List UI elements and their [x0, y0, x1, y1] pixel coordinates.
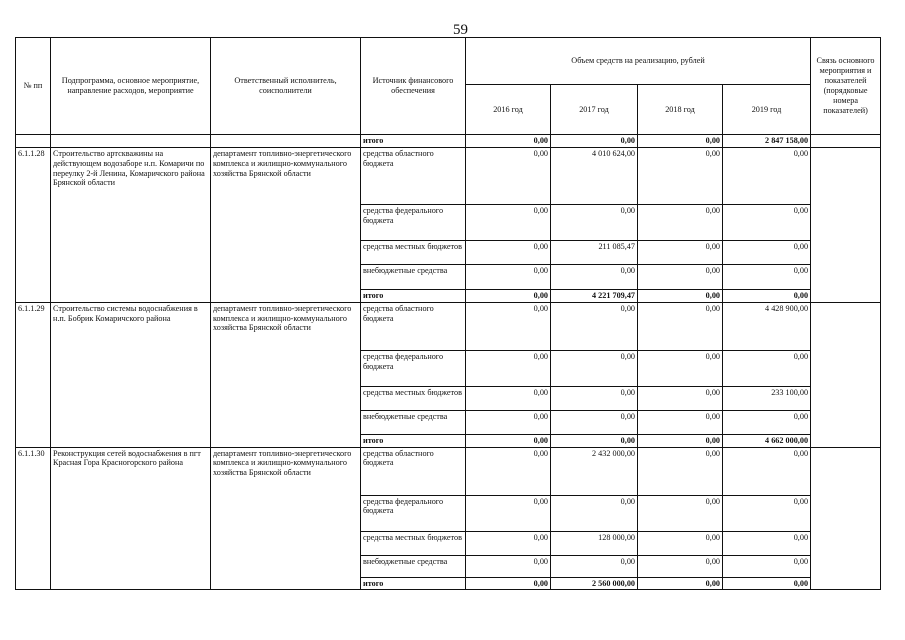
- table-row: итого 0,00 0,00 0,00 2 847 158,00: [16, 135, 881, 148]
- page-number: 59: [453, 22, 468, 38]
- table-header: [16, 38, 881, 135]
- source-cell: средства федерального бюджета: [361, 495, 466, 531]
- table-row: средства местных бюджетов 0,00 0,00 0,00 233 100,00: [16, 386, 881, 410]
- table-row: средства федерального бюджета 0,00 0,00 0,00 0,00: [16, 204, 881, 240]
- section-executor: департамент топливно-энергетического комплекса и жилищно-коммунального хозяйства Брянской области: [211, 447, 361, 590]
- header-year-2017: 2017 год: [551, 85, 638, 135]
- table-row: внебюджетные средства 0,00 0,00 0,00 0,00: [16, 410, 881, 434]
- total-label: итого: [361, 289, 466, 302]
- section-executor: департамент топливно-энергетического комплекса и жилищно-коммунального хозяйства Брянской области: [211, 147, 361, 302]
- header-year-2019: 2019 год: [723, 85, 811, 135]
- budget-table: [15, 37, 881, 590]
- table-row: внебюджетные средства 0,00 0,00 0,00 0,00: [16, 264, 881, 289]
- table-row: итого 0,00 2 560 000,00 0,00 0,00: [16, 577, 881, 590]
- header-link: Связь основного мероприятия и показателей (порядковые номера показателей): [811, 38, 881, 135]
- source-cell: средства областного бюджета: [361, 147, 466, 204]
- header-year-2016: 2016 год: [466, 85, 551, 135]
- table-row: внебюджетные средства 0,00 0,00 0,00 0,00: [16, 555, 881, 577]
- source-cell: средства областного бюджета: [361, 447, 466, 495]
- table-row: 6.1.1.29 Строительство системы водоснабжения в н.п. Бобрик Комаричского района департамент топливно-энергетического комплекса и жилищно-коммунального хозяйства Брянской области средства областного бюджета 0,00 0,00 0,00 4 428 900,00: [16, 302, 881, 350]
- header-executor: Ответственный исполнитель, соисполнители: [211, 38, 361, 135]
- total-label: итого: [361, 434, 466, 447]
- source-cell: средства местных бюджетов: [361, 531, 466, 555]
- section-num: 6.1.1.29: [16, 302, 51, 447]
- section-title: Строительство артскважины на действующем водозаборе н.п. Комаричи по переулку 2-й Ленина, Комаричского района Брянской области: [51, 147, 211, 302]
- table-row: средства федерального бюджета 0,00 0,00 0,00 0,00: [16, 350, 881, 386]
- header-amount: Объем средств на реализацию, рублей: [466, 38, 811, 85]
- source-cell: внебюджетные средства: [361, 264, 466, 289]
- section-title: Строительство системы водоснабжения в н.п. Бобрик Комаричского района: [51, 302, 211, 447]
- table-row: 6.1.1.28 Строительство артскважины на действующем водозаборе н.п. Комаричи по переулку 2-й Ленина, Комаричского района Брянской области департамент топливно-энергетического комплекса и жилищно-коммунального хозяйства Брянской области средства областного бюджета 0,00 4 010 624,00 0,00 0,00: [16, 147, 881, 204]
- table-row: средства местных бюджетов 0,00 128 000,00 0,00 0,00: [16, 531, 881, 555]
- table-row: итого 0,00 4 221 709,47 0,00 0,00: [16, 289, 881, 302]
- header-subprogram: Подпрограмма, основное мероприятие, направление расходов, мероприятие: [51, 38, 211, 135]
- source-cell: внебюджетные средства: [361, 410, 466, 434]
- section-executor: департамент топливно-энергетического комплекса и жилищно-коммунального хозяйства Брянской области: [211, 302, 361, 447]
- table-row: средства федерального бюджета 0,00 0,00 0,00 0,00: [16, 495, 881, 531]
- header-num: № пп: [16, 38, 51, 135]
- header-source: Источник финансового обеспечения: [361, 38, 466, 135]
- total-label: итого: [361, 577, 466, 590]
- header-year-2018: 2018 год: [638, 85, 723, 135]
- source-cell: внебюджетные средства: [361, 555, 466, 577]
- source-cell: средства областного бюджета: [361, 302, 466, 350]
- section-num: 6.1.1.30: [16, 447, 51, 590]
- section-title: Реконструкция сетей водоснабжения в пгт Красная Гора Красногорского района: [51, 447, 211, 590]
- source-cell: средства федерального бюджета: [361, 350, 466, 386]
- source-cell: средства федерального бюджета: [361, 204, 466, 240]
- table-row: средства местных бюджетов 0,00 211 085,47 0,00 0,00: [16, 240, 881, 264]
- table-row: 6.1.1.30 Реконструкция сетей водоснабжения в пгт Красная Гора Красногорского района департамент топливно-энергетического комплекса и жилищно-коммунального хозяйства Брянской области средства областного бюджета 0,00 2 432 000,00 0,00 0,00: [16, 447, 881, 495]
- source-cell: средства местных бюджетов: [361, 386, 466, 410]
- section-num: 6.1.1.28: [16, 147, 51, 302]
- total-label: итого: [361, 135, 466, 148]
- source-cell: средства местных бюджетов: [361, 240, 466, 264]
- table-row: итого 0,00 0,00 0,00 4 662 000,00: [16, 434, 881, 447]
